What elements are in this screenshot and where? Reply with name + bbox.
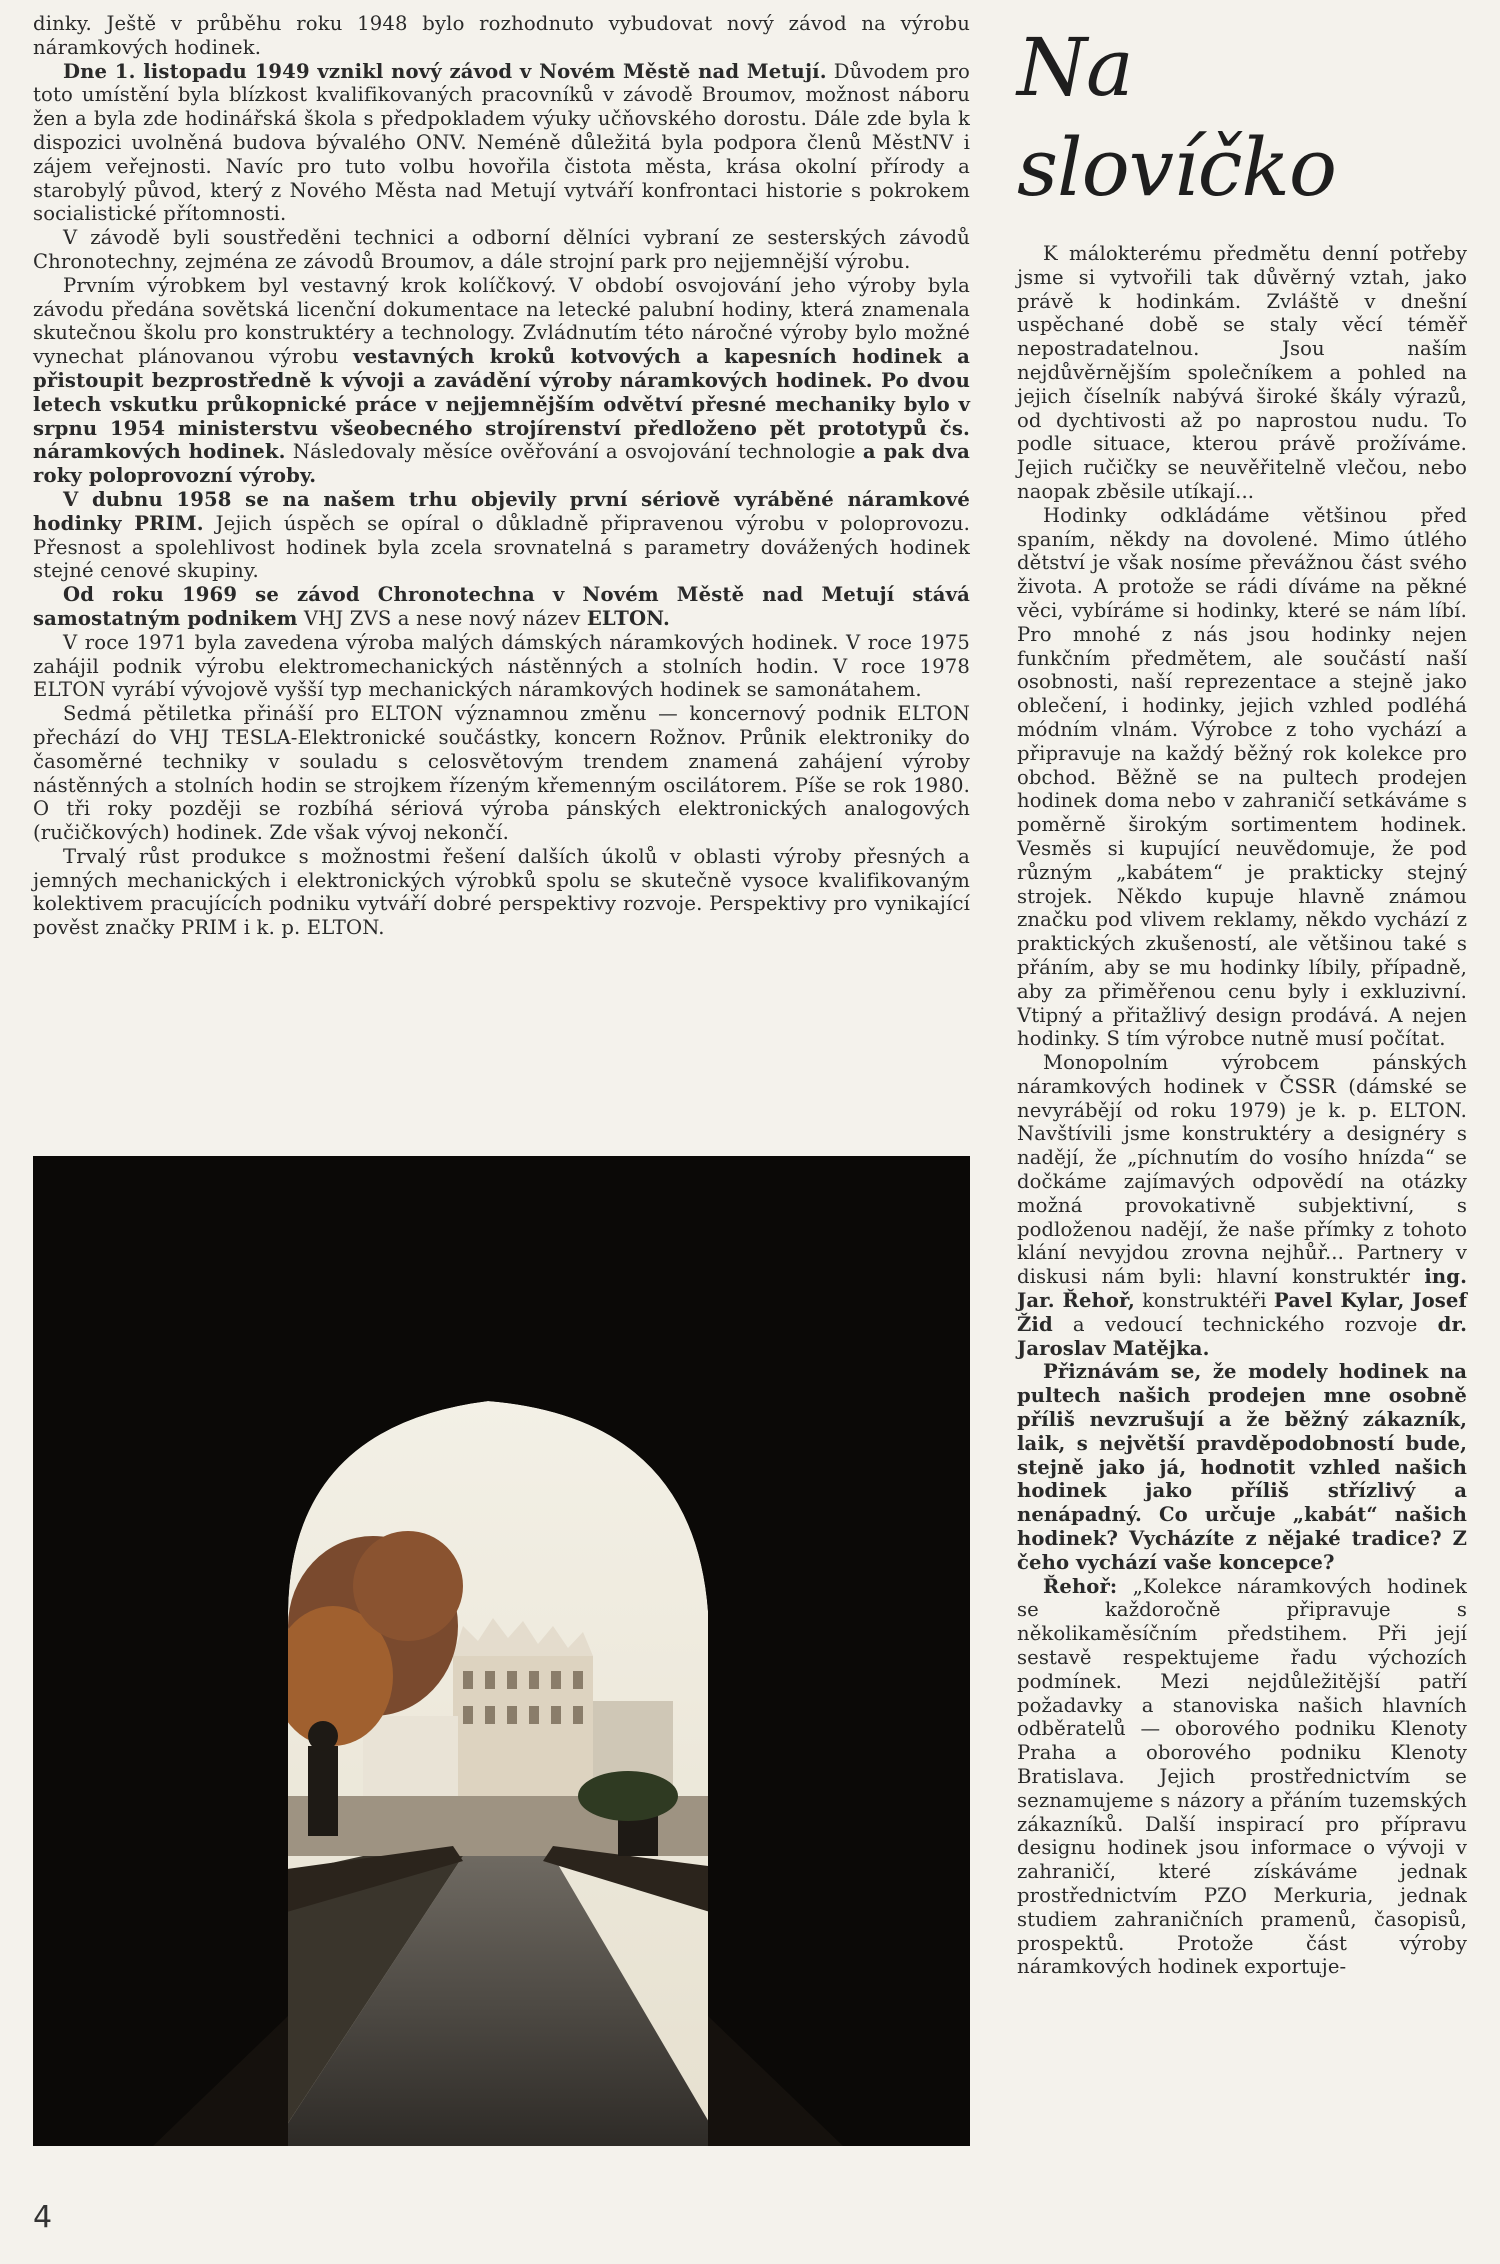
paragraph [33, 60, 970, 227]
paragraph [33, 274, 970, 488]
text-run: Sedmá pětiletka přináší pro ELTON významnou změnu — koncernový podnik ELTON přechází do VHJ TESLA-Elektronické součástky, koncern Rožnov. Průnik elektroniky do časoměrné techniky v souladu s celosvětovým trendem znamená zahájení výroby nástěnných a stolních hodin se strojkem řízeným křemenným oscilátorem. Píše se rok 1980. O tři roky později se rozbíhá sériová výroba pánských elektronických analogových (ručičkových) hodinek. Zde však vývoj nekončí. [33, 702, 970, 845]
archway-photo-illustration [33, 1156, 970, 2146]
article-body [33, 12, 970, 940]
text-run: Hodinky odkládáme většinou před spaním, někdy na dovolené. Mimo útlého dětství je však nosíme převážnou část svého života. A protože se rádi díváme na pěkné věci, vybíráme si hodinky, které se nám líbí. Pro mnohé z nás jsou hodinky nejen funkčním předmětem, ale součástí naší osobnosti, naší reprezentace a stejně jako oblečení, i hodinky, jejich vzhled podléhá módním vlnám. Výrobce z toho vychází a připravuje na každý běžný rok kolekce pro obchod. Běžně se na pultech prodejen hodinek doma nebo v zahraničí setkáváme s poměrně širokým sortimentem hodinek. Vesměs si kupující neuvědomuje, že pod různým „kabátem“ je prakticky stejný strojek. Někdo kupuje hlavně známou značku pod vlivem reklamy, někdo vychází z praktických zkušeností, ale většinou také s přáním, aby se mu hodinky líbily, případně, aby za přiměřenou cenu byly i exkluzivní. Vtipný a přitažlivý design prodává. A nejen hodinky. S tím výrobce nutně musí počítat. [1017, 503, 1467, 1051]
bold-text-run: ELTON. [586, 606, 670, 630]
text-run: dinky. Ještě v průběhu roku 1948 bylo rozhodnuto vybudovat nový závod na výrobu náramkových hodinek. [33, 12, 970, 59]
text-run: „Kolekce náramkových hodinek se každoročně připravuje s několikaměsíčním předstihem. Při její sestavě respektujeme řadu výchozích podmínek. Mezi nejdůležitější patří požadavky a stanoviska našich hlavních odběratelů — oborového podniku Klenoty Praha a oborového podniku Klenoty Bratislava. Jejich prostřednictvím se seznamujeme s názory a přáním tuzemských zákazníků. Další inspirací pro přípravu designu hodinek jsou informace o vývoji v zahraničí, které získáváme jednak prostřednictvím PZO Merkuria, jednak studiem zahraničních pramenů, časopisů, prospektů. Protože část výroby náramkových hodinek exportuje- [1017, 1574, 1467, 1979]
paragraph [33, 845, 970, 940]
text-run: VHJ ZVS a nese nový název [297, 606, 587, 630]
sidebar-interview [1017, 0, 1467, 1979]
text-run: Monopolním výrobcem pánských náramkových hodinek v ČSSR (dámské se nevyrábějí od roku 1979) je k. p. ELTON. Navštívili jsme konstruktéry a designéry s nadějí, že „píchnutím do vosího hnízda“ se dočkáme zajímavých odpovědí na otázky možná provokativně subjektivní, s podloženou nadějí, že naše přímky z tohoto klání nevyjdou zrovna nejhůř... Partnery v diskusi nám byli: hlavní konstruktér [1017, 1051, 1467, 1289]
bold-text-run: dr. Jaroslav Matějka. [1017, 1312, 1467, 1360]
paragraph [1017, 242, 1467, 504]
text-run: a vedoucí technického rozvoje [1052, 1312, 1438, 1336]
paragraph [1017, 1051, 1467, 1360]
bold-text-run: Přiznávám se, že modely hodinek na pultech našich prodejen mne osobně příliš nevzrušují a že běžný zákazník, laik, s největší pravděpodobností bude, stejně jako já, hodnotit vzhled našich hodinek jako příliš střízlivý a nenápadný. Co určuje „kabát“ našich hodinek? Vycházíte z nějaké tradice? Z čeho vychází vaše koncepce? [1017, 1360, 1467, 1574]
bold-text-run: V dubnu 1958 se na našem trhu objevily první sériově vyráběné náramkové hodinky PRIM. [33, 487, 970, 535]
text-run: Prvním výrobkem byl vestavný krok kolíčkový. V období osvojování jeho výroby byla závodu předána sovětská licenční dokumentace na letecké palubní hodiny, která znamenala skutečnou školu pro konstruktéry a technology. Zvládnutím této náročné výroby bylo možné vynechat plánovanou výrobu [33, 273, 970, 369]
paragraph [33, 12, 970, 60]
paragraph [33, 226, 970, 274]
bold-text-run: Řehoř: [1043, 1574, 1118, 1598]
sidebar-title: Na slovíčko [1017, 21, 1337, 214]
text-run: Důvodem pro toto umístění byla blízkost kvalifikovaných pracovníků v závodě Broumov, možnost náboru žen a byla zde hodinářská škola s předpokladem výuky učňovského dorostu. Dále zde byla k dispozici uvolněná budova bývalého ONV. Neméně důležitá byla podpora členů MěstNV i zájem veřejnosti. Navíc pro tuto volbu hovořila čistota města, krása okolní přírody a starobylý původ, který z Nového Města nad Metují vytváří konfrontaci historie s pokrokem socialistické přítomnosti. [33, 59, 970, 226]
bold-text-run: vestavných kroků kotvových a kapesních hodinek a přistoupit bezprostředně k vývoji a zavádění výroby náramkových hodinek. Po dvou letech vskutku průkopnické práce v nejjemnějším odvětví přesné mechaniky bylo v srpnu 1954 ministerstvu všeobecného strojírenství předloženo pět prototypů čs. náramkových hodinek. [33, 345, 970, 464]
paragraph [33, 631, 970, 702]
text-run: K málokterému předmětu denní potřeby jsme si vytvořili tak důvěrný vztah, jako právě k hodinkám. Zvláště v dnešní uspěchané době se staly věcí téměř nepostradatelnou. Jsou naším nejdůvěrnějším společníkem a pohled na jejich číselník nabývá široké škály výrazů, od dychtivosti až po naprostou nudu. To podle situace, kterou právě prožíváme. Jejich ručičky se neuvěřitelně vlečou, nebo naopak zběsile utíkají... [1017, 242, 1467, 503]
text-run: V roce 1971 byla zavedena výroba malých dámských náramkových hodinek. V roce 1975 zahájil podnik výrobu elektromechanických nástěnných a stolních hodin. V roce 1978 ELTON vyrábí vývojově vyšší typ mechanických náramkových hodinek se samonátahem. [33, 630, 970, 702]
text-run: Jejich úspěch se opíral o důkladně připravenou výrobu v poloprovozu. Přesnost a spolehlivost hodinek byla zcela srovnatelná s parametry dovážených hodinek stejné cenové skupiny. [33, 511, 970, 583]
paragraph [1017, 1575, 1467, 1980]
paragraph [33, 583, 970, 631]
paragraph [1017, 504, 1467, 1051]
bold-text-run: Od roku 1969 se závod Chronotechna v Novém Městě nad Metují stává samostatným podnikem [33, 583, 970, 630]
text-run: konstruktéři [1134, 1289, 1274, 1313]
bold-text-run: Dne 1. listopadu 1949 vznikl nový závod v Novém Městě nad Metují. [63, 59, 827, 83]
photo-archway-town-square [33, 1156, 970, 2146]
bold-text-run: a pak dva roky poloprovozní výroby. [33, 440, 970, 488]
paragraph [33, 488, 970, 583]
paragraph [1017, 1360, 1467, 1574]
page-number: 4 [33, 2200, 53, 2235]
text-run: V závodě byli soustředěni technici a odborní dělníci vybraní ze sesterských závodů Chronotechny, zejména ze závodů Broumov, a dále strojní park pro nejjemnější výrobu. [33, 226, 970, 273]
text-run: Následovaly měsíce ověřování a osvojování technologie [285, 440, 863, 464]
text-run: Trvalý růst produkce s možnostmi řešení dalších úkolů v oblasti výroby přesných a jemných mechanických i elektronických výrobků spolu se skutečně vysoce kvalifikovaným kolektivem pracujících podniku vytváří dobré perspektivy rozvoje. Perspektivy pro vynikající pověst značky PRIM i k. p. ELTON. [33, 844, 970, 940]
sidebar-body [1017, 242, 1467, 1979]
bold-text-run: ing. Jar. Řehoř, [1017, 1265, 1467, 1313]
bold-text-run: Pavel Kylar, Josef Žid [1017, 1289, 1467, 1336]
paragraph [33, 702, 970, 845]
